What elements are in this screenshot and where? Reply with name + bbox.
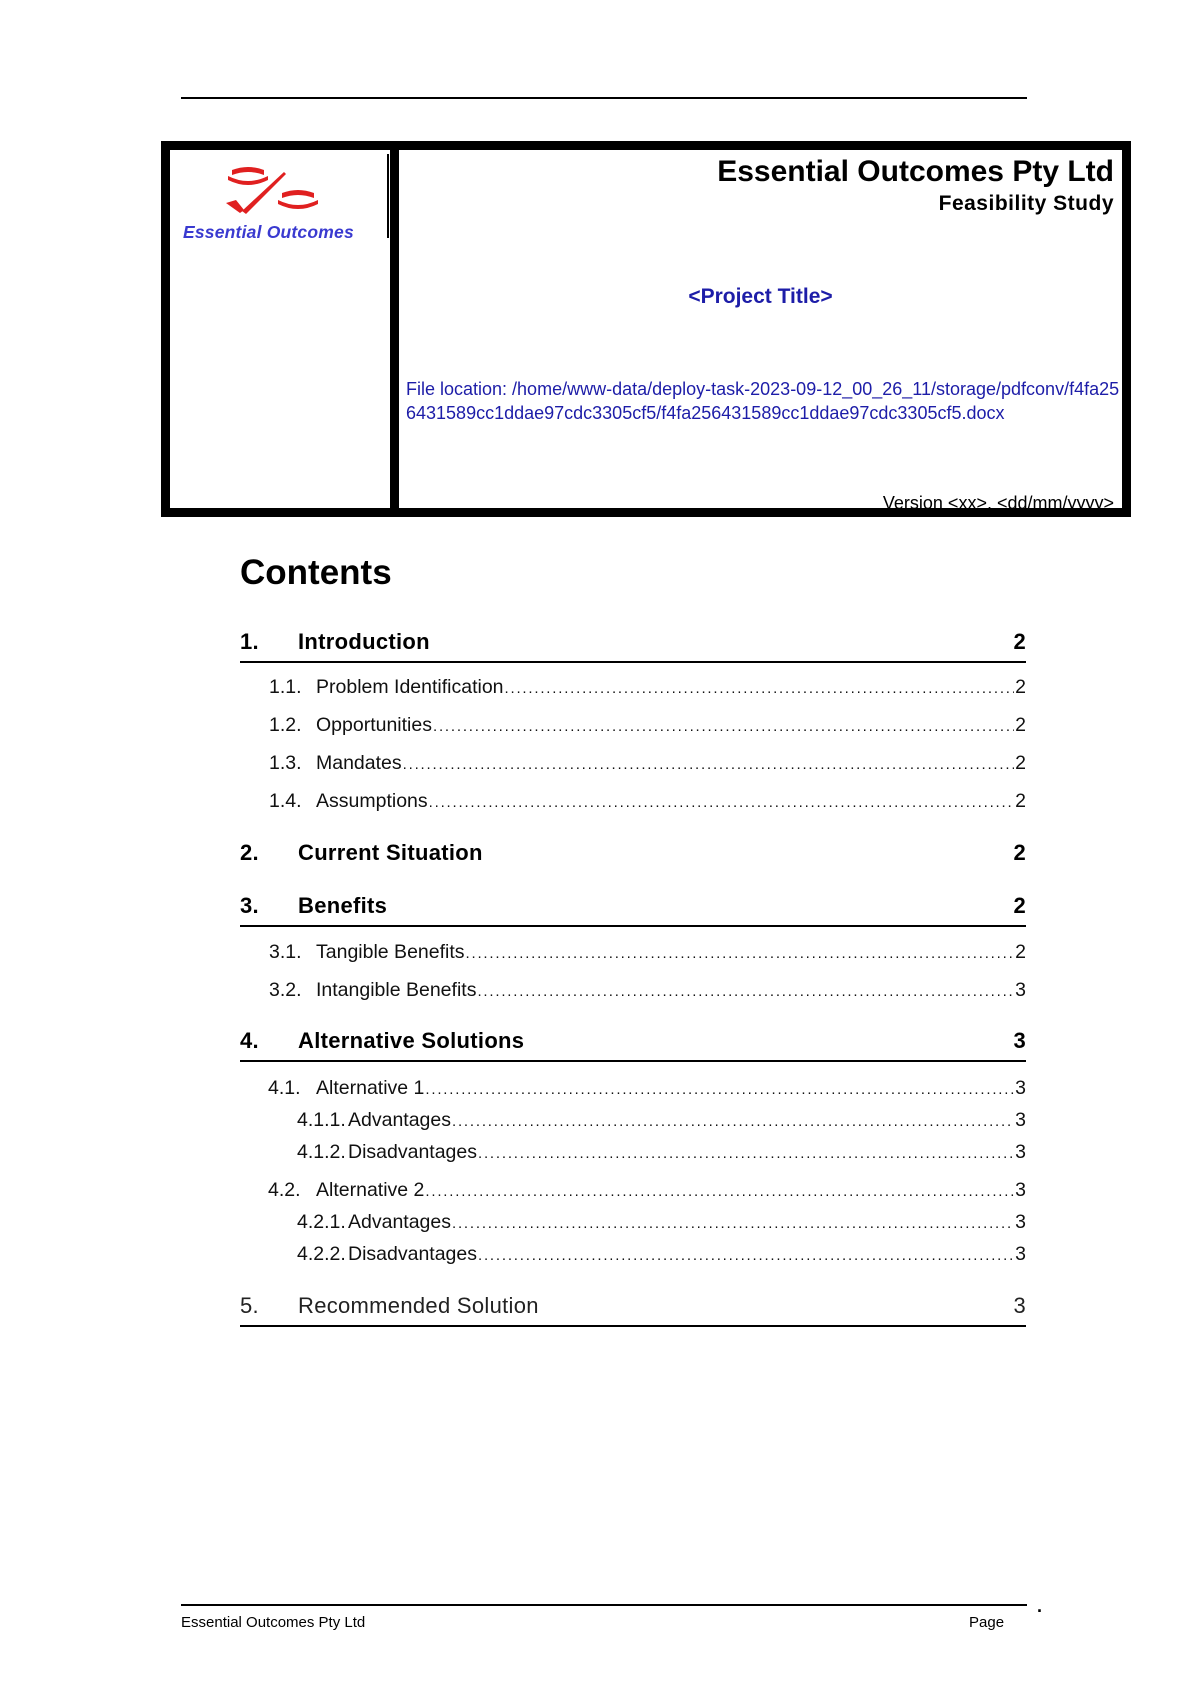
toc-entry-alternative-2[interactable] <box>268 1179 1026 1205</box>
toc-number: 4.2.2. <box>297 1243 346 1265</box>
toc-entry-benefits[interactable] <box>240 891 1026 927</box>
title-block <box>161 141 1131 517</box>
toc-number: 1. <box>240 629 259 654</box>
toc-number: 4.1.2. <box>297 1141 346 1163</box>
footer-page-label: Page <box>969 1614 1005 1631</box>
toc-entry-opportunities[interactable] <box>269 714 1026 740</box>
toc-page: 3 <box>1015 1109 1026 1131</box>
contents-heading: Contents <box>240 553 392 592</box>
toc-page: 3 <box>1015 979 1026 1001</box>
toc-page: 3 <box>1015 1077 1026 1099</box>
toc-entry-recommended-solution[interactable] <box>240 1291 1026 1327</box>
toc-number: 4.1. <box>268 1077 301 1099</box>
toc-title: Alternative 1 <box>316 1077 425 1099</box>
toc-leader <box>477 983 1014 1000</box>
toc-title: Disadvantages <box>348 1141 477 1163</box>
toc-leader <box>425 1183 1014 1200</box>
toc-page: 2 <box>1013 893 1026 918</box>
toc-page: 2 <box>1015 714 1026 736</box>
toc-number: 3.1. <box>269 941 302 963</box>
toc-title: Current Situation <box>298 840 483 865</box>
toc-page: 2 <box>1015 752 1026 774</box>
toc-number: 1.4. <box>269 790 302 812</box>
toc-entry-introduction[interactable] <box>240 627 1026 663</box>
toc-number: 4.2.1. <box>297 1211 346 1233</box>
toc-entry-intangible-benefits[interactable] <box>269 979 1026 1005</box>
toc-number: 4.2. <box>268 1179 301 1201</box>
toc-title: Benefits <box>298 893 388 918</box>
toc-number: 5. <box>240 1293 259 1318</box>
toc-number: 3.2. <box>269 979 302 1001</box>
toc-entry-disadvantages-1[interactable] <box>297 1141 1026 1167</box>
essential-outcomes-logo-icon <box>178 156 378 226</box>
toc-page: 3 <box>1015 1141 1026 1163</box>
toc-entry-alternative-1[interactable] <box>268 1077 1026 1103</box>
document-info <box>399 150 1122 513</box>
toc-entry-alternative-solutions[interactable] <box>240 1026 1026 1062</box>
toc-page: 2 <box>1015 790 1026 812</box>
toc-entry-current-situation[interactable] <box>240 838 1026 872</box>
toc-number: 4.1.1. <box>297 1109 346 1131</box>
toc-title: Recommended Solution <box>298 1293 539 1318</box>
toc-entry-advantages-2[interactable] <box>297 1211 1026 1237</box>
toc-leader <box>425 1081 1014 1098</box>
toc-page: 2 <box>1015 941 1026 963</box>
toc-page: 3 <box>1013 1293 1026 1318</box>
toc-entry-assumptions[interactable] <box>269 790 1026 816</box>
toc-leader <box>478 1145 1014 1162</box>
logo-text: Essential Outcomes <box>183 222 354 242</box>
toc-title: Introduction <box>298 629 430 654</box>
footer-dot: . <box>1037 1596 1043 1616</box>
version-label: Version <xx>, <dd/mm/yyyy> <box>882 493 1114 513</box>
toc-entry-advantages-1[interactable] <box>297 1109 1026 1135</box>
toc-title: Problem Identification <box>316 676 504 698</box>
toc-number: 2. <box>240 840 259 865</box>
toc-leader <box>403 756 1015 773</box>
toc-leader <box>452 1113 1014 1130</box>
toc-page: 3 <box>1015 1243 1026 1265</box>
toc-page: 2 <box>1013 840 1026 865</box>
toc-title: Assumptions <box>316 790 428 812</box>
toc-entry-disadvantages-2[interactable] <box>297 1243 1026 1269</box>
toc-title: Tangible Benefits <box>316 941 465 963</box>
toc-title: Intangible Benefits <box>316 979 477 1001</box>
toc-title: Opportunities <box>316 714 432 736</box>
toc-leader <box>433 718 1014 735</box>
logo-cell <box>170 150 399 508</box>
toc-leader <box>452 1215 1014 1232</box>
toc-leader <box>429 794 1015 811</box>
header-top-rule <box>181 97 1027 99</box>
toc-leader <box>466 945 1015 962</box>
toc-number: 4. <box>240 1028 259 1053</box>
footer-rule <box>181 1604 1027 1606</box>
toc-leader <box>478 1247 1014 1264</box>
toc-page: 3 <box>1015 1211 1026 1233</box>
toc-number: 3. <box>240 893 259 918</box>
footer-company: Essential Outcomes Pty Ltd <box>181 1614 366 1631</box>
toc-page: 3 <box>1015 1179 1026 1201</box>
toc-title: Alternative Solutions <box>298 1028 525 1053</box>
toc-entry-problem-identification[interactable] <box>269 676 1026 702</box>
toc-page: 2 <box>1013 629 1026 654</box>
toc-title: Disadvantages <box>348 1243 477 1265</box>
toc-title: Advantages <box>348 1211 451 1233</box>
logo-divider <box>387 154 389 238</box>
toc-page: 3 <box>1013 1028 1026 1053</box>
project-title: <Project Title> <box>688 285 833 308</box>
toc-page: 2 <box>1015 676 1026 698</box>
toc-title: Mandates <box>316 752 402 774</box>
toc-leader <box>505 680 1015 697</box>
toc-title: Alternative 2 <box>316 1179 425 1201</box>
toc-entry-tangible-benefits[interactable] <box>269 941 1026 967</box>
toc-number: 1.1. <box>269 676 302 698</box>
toc-number: 1.2. <box>269 714 302 736</box>
toc-title: Advantages <box>348 1109 451 1131</box>
toc-entry-mandates[interactable] <box>269 752 1026 778</box>
toc-number: 1.3. <box>269 752 302 774</box>
document-type: Feasibility Study <box>938 192 1114 215</box>
file-location: File location: /home/www-data/deploy-task-2023-09-12_00_26_11/storage/pdfconv/f4fa256431589cc1ddae97cdc3305cf5/f4fa256431589cc1ddae97cdc3305cf5.docx <box>406 379 1120 423</box>
company-name: Essential Outcomes Pty Ltd <box>717 155 1114 188</box>
